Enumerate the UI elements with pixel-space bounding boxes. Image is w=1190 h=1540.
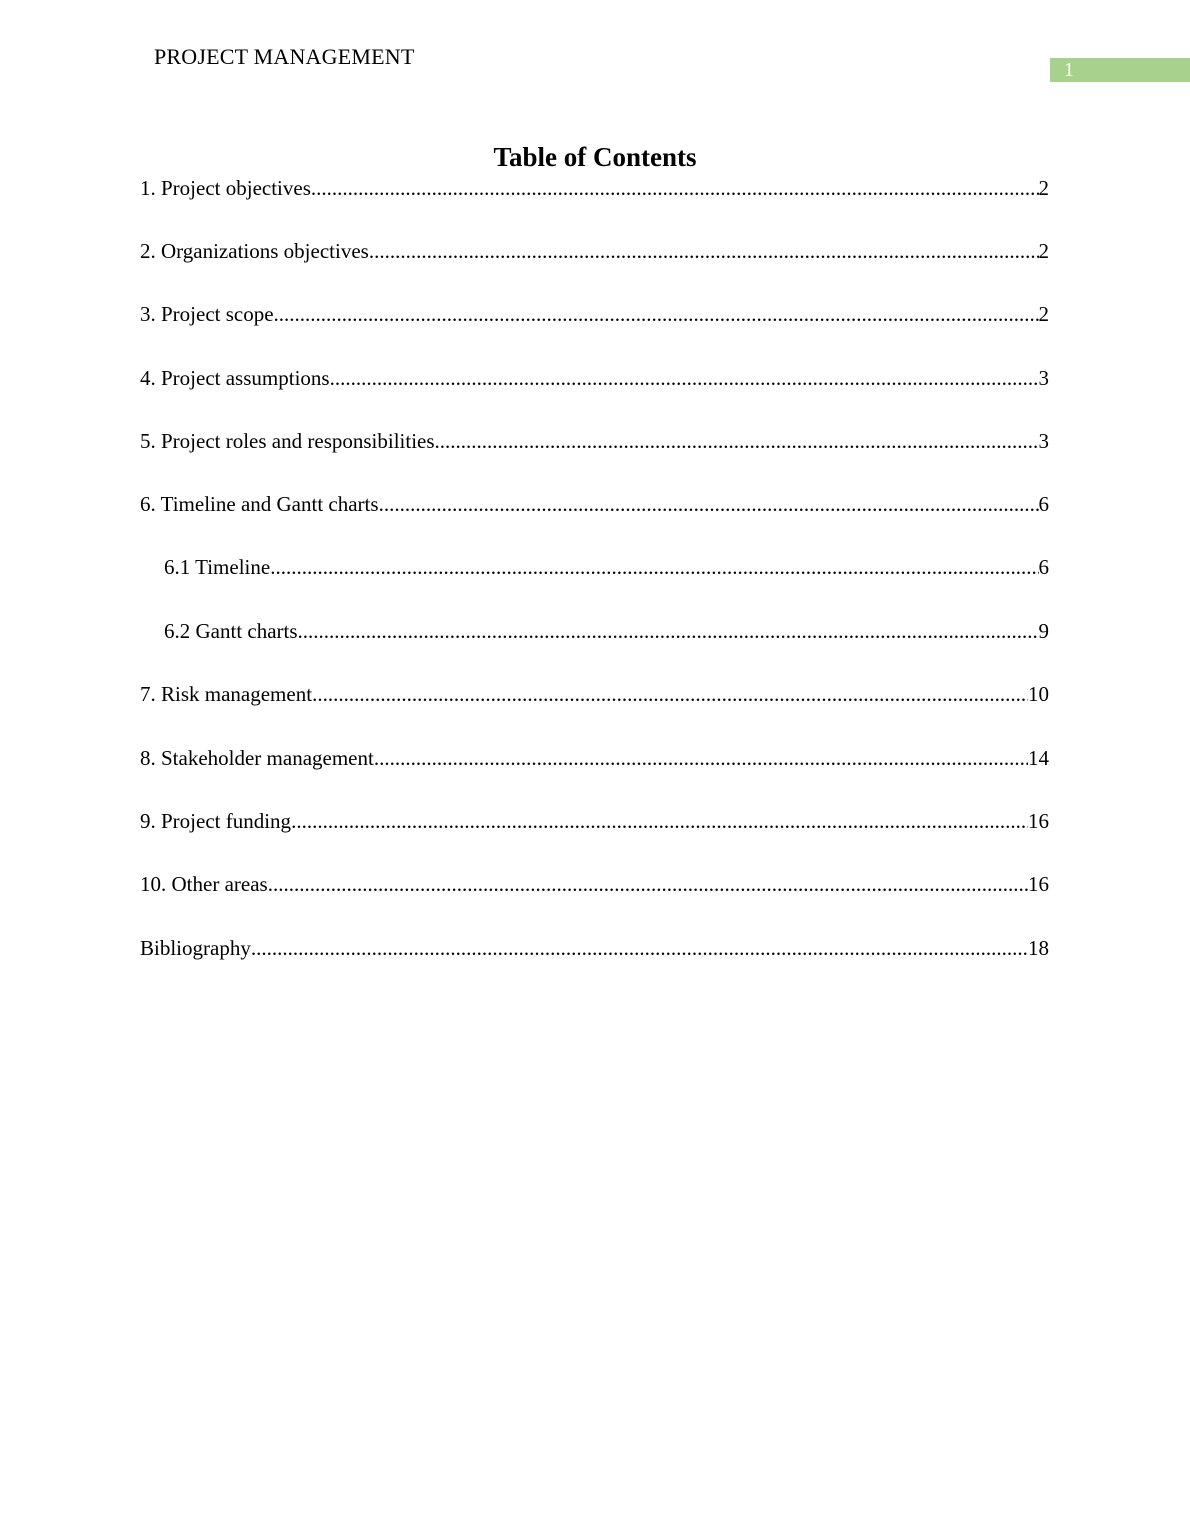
toc-entry-text: 6.1 Timeline [164, 555, 271, 579]
toc-entry-project-roles[interactable] [140, 427, 1049, 455]
toc-leader [435, 427, 1039, 455]
toc-entry-timeline[interactable] [164, 553, 1049, 581]
toc-entry-page: 10 [1028, 682, 1049, 706]
toc-leader [251, 934, 1028, 962]
toc-entry-page: 16 [1028, 872, 1049, 896]
toc-entry-text: 9. Project funding [140, 809, 292, 833]
toc-entry-text: 1. Project objectives [140, 176, 311, 200]
toc-entry-page: 2 [1038, 239, 1049, 263]
toc-entry-organizations-objectives[interactable] [140, 237, 1049, 265]
toc-entry-project-funding[interactable] [140, 807, 1049, 835]
toc-entry-text: 7. Risk management [140, 682, 313, 706]
toc-entry-project-assumptions[interactable] [140, 364, 1049, 392]
toc-entry-project-objectives[interactable] [140, 174, 1049, 202]
toc-entry-text: 5. Project roles and responsibilities [140, 429, 435, 453]
toc-leader [369, 237, 1039, 265]
page-number-badge [1050, 58, 1190, 82]
toc-entry-page: 2 [1038, 176, 1049, 200]
toc-entry-text: 2. Organizations objectives [140, 239, 369, 263]
toc-leader [274, 300, 1039, 328]
toc-entry-text: 4. Project assumptions [140, 366, 330, 390]
toc-entry-bibliography[interactable] [140, 934, 1049, 962]
toc-leader [270, 553, 1038, 581]
toc-entry-timeline-gantt[interactable] [140, 490, 1049, 518]
toc-leader [311, 174, 1039, 202]
toc-entry-text: 6. Timeline and Gantt charts [140, 492, 379, 516]
toc-entry-page: 6 [1038, 555, 1049, 579]
toc-entry-page: 16 [1028, 809, 1049, 833]
toc-entry-text: 3. Project scope [140, 302, 274, 326]
toc-leader [379, 490, 1039, 518]
toc-entry-stakeholder-management[interactable] [140, 744, 1049, 772]
toc-leader [330, 364, 1039, 392]
toc-entry-page: 6 [1038, 492, 1049, 516]
toc-leader [374, 744, 1028, 772]
toc-entry-gantt-charts[interactable] [164, 617, 1049, 645]
toc-entry-text: 8. Stakeholder management [140, 746, 374, 770]
toc-entry-text: Bibliography [140, 936, 251, 960]
toc-entry-page: 18 [1028, 936, 1049, 960]
toc-entry-text: 10. Other areas [140, 872, 268, 896]
toc-entry-other-areas[interactable] [140, 870, 1049, 898]
page-number: 1 [1064, 59, 1074, 81]
toc-entry-page: 3 [1038, 429, 1049, 453]
toc-leader [268, 870, 1028, 898]
toc-entry-page: 9 [1038, 619, 1049, 643]
toc-entry-page: 14 [1028, 746, 1049, 770]
toc-leader [298, 617, 1039, 645]
toc-entry-page: 2 [1038, 302, 1049, 326]
toc-leader [312, 680, 1028, 708]
toc-title: Table of Contents [493, 142, 697, 172]
toc-entry-risk-management[interactable] [140, 680, 1049, 708]
toc-leader [291, 807, 1028, 835]
toc-entry-text: 6.2 Gantt charts [164, 619, 298, 643]
running-head: PROJECT MANAGEMENT [154, 44, 415, 69]
toc-entry-page: 3 [1038, 366, 1049, 390]
toc-entry-project-scope[interactable] [140, 300, 1049, 328]
